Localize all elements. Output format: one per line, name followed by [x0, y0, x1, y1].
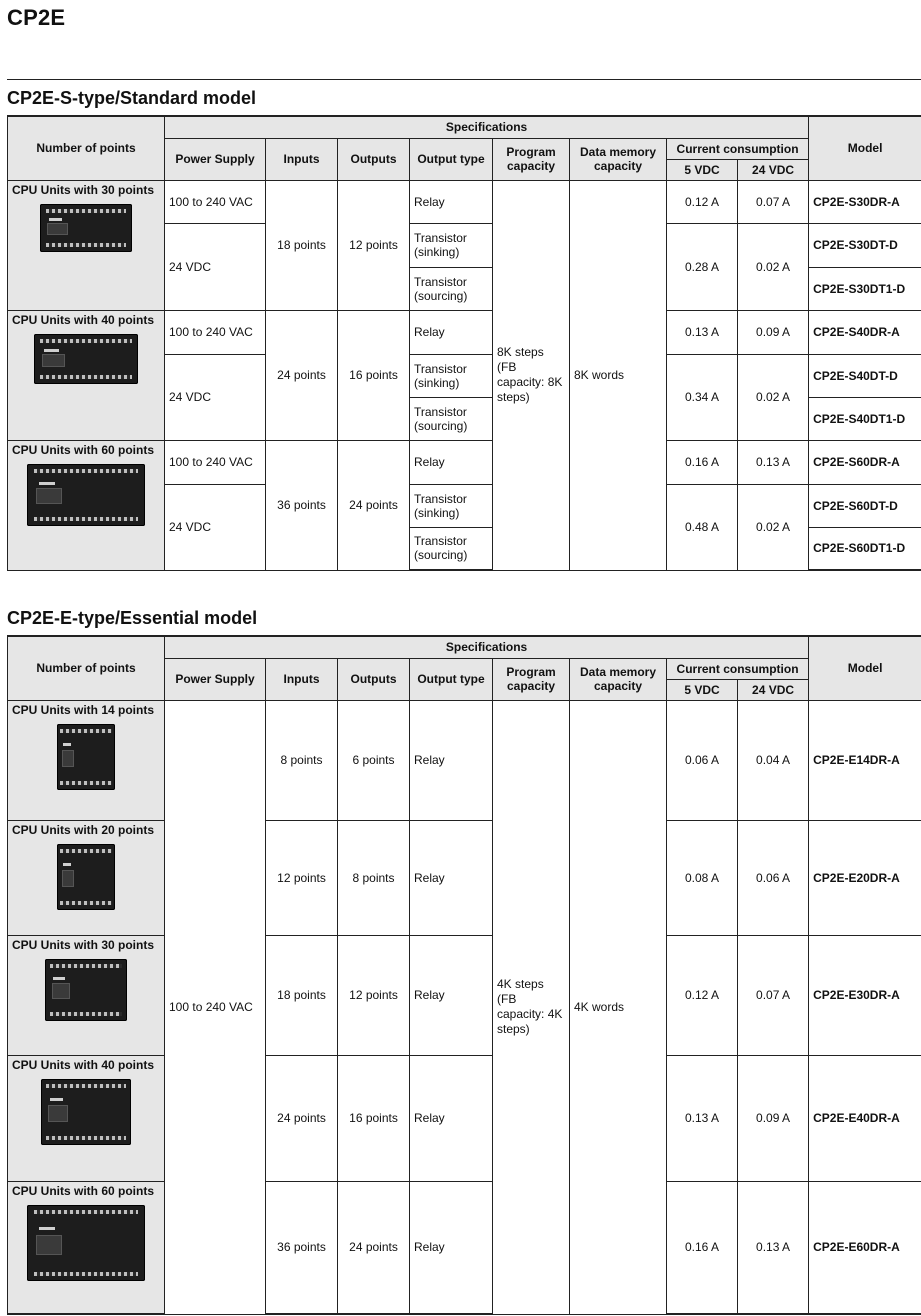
- inputs-cell: 8 points: [266, 700, 338, 820]
- plc-unit-image: [27, 464, 145, 526]
- unit-cell: [8, 440, 165, 570]
- unit-cell: [8, 1181, 165, 1314]
- model-cell: CP2E-S60DT1-D: [809, 527, 921, 570]
- current-24vdc-cell: 0.04 A: [738, 700, 809, 820]
- unit-label: CPU Units with 60 points: [12, 442, 155, 457]
- header-specifications: Specifications: [165, 636, 809, 658]
- header-inputs: Inputs: [266, 658, 338, 700]
- current-5vdc-cell: 0.48 A: [667, 484, 738, 570]
- current-24vdc-cell: 0.13 A: [738, 1181, 809, 1314]
- output-type-cell: Transistor (sourcing): [410, 267, 493, 310]
- header-current-consumption: Current consumption: [667, 138, 809, 159]
- output-type-cell: Transistor (sinking): [410, 354, 493, 397]
- power-supply-cell: 100 to 240 VAC: [165, 310, 266, 354]
- header-number-of-points: Number of points: [8, 636, 165, 700]
- model-cell: CP2E-E30DR-A: [809, 935, 921, 1055]
- output-type-cell: Relay: [410, 935, 493, 1055]
- current-5vdc-cell: 0.06 A: [667, 700, 738, 820]
- table-row: [8, 1181, 921, 1314]
- header-power-supply: Power Supply: [165, 138, 266, 180]
- current-24vdc-cell: 0.09 A: [738, 1055, 809, 1181]
- header-24vdc: 24 VDC: [738, 679, 809, 700]
- header-number-of-points: Number of points: [8, 116, 165, 180]
- output-type-cell: Relay: [410, 1181, 493, 1314]
- table-row: [8, 180, 921, 223]
- standard-spec-table: [7, 115, 921, 571]
- model-cell: CP2E-S60DR-A: [809, 440, 921, 484]
- header-24vdc: 24 VDC: [738, 159, 809, 180]
- model-cell: CP2E-S40DT-D: [809, 354, 921, 397]
- model-cell: CP2E-S40DR-A: [809, 310, 921, 354]
- table-row: [8, 310, 921, 354]
- header-power-supply: Power Supply: [165, 658, 266, 700]
- model-cell: CP2E-S40DT1-D: [809, 397, 921, 440]
- header-5vdc: 5 VDC: [667, 679, 738, 700]
- unit-cell: [8, 935, 165, 1055]
- outputs-cell: 24 points: [338, 1181, 410, 1314]
- plc-unit-image: [34, 334, 138, 384]
- essential-section-title: CP2E-E-type/Essential model: [7, 608, 258, 628]
- current-5vdc-cell: 0.16 A: [667, 1181, 738, 1314]
- header-inputs: Inputs: [266, 138, 338, 180]
- output-type-cell: Transistor (sourcing): [410, 527, 493, 570]
- model-cell: CP2E-E20DR-A: [809, 820, 921, 935]
- unit-label: CPU Units with 40 points: [12, 1057, 155, 1072]
- outputs-cell: 24 points: [338, 440, 410, 570]
- unit-cell: [8, 1055, 165, 1181]
- power-supply-cell: 100 to 240 VAC: [165, 180, 266, 223]
- inputs-cell: 18 points: [266, 935, 338, 1055]
- unit-cell: [8, 180, 165, 310]
- table-row: [8, 440, 921, 484]
- current-5vdc-cell: 0.16 A: [667, 440, 738, 484]
- header-output-type: Output type: [410, 138, 493, 180]
- header-5vdc: 5 VDC: [667, 159, 738, 180]
- current-24vdc-cell: 0.07 A: [738, 935, 809, 1055]
- data-memory-cell: 8K words: [570, 180, 667, 570]
- unit-cell: [8, 310, 165, 440]
- current-5vdc-cell: 0.13 A: [667, 1055, 738, 1181]
- current-5vdc-cell: 0.28 A: [667, 223, 738, 310]
- current-24vdc-cell: 0.06 A: [738, 820, 809, 935]
- header-data-memory-capacity: Data memory capacity: [570, 138, 667, 180]
- output-type-cell: Relay: [410, 310, 493, 354]
- power-supply-cell: 100 to 240 VAC: [165, 440, 266, 484]
- plc-unit-image: [45, 959, 127, 1021]
- output-type-cell: Relay: [410, 440, 493, 484]
- current-5vdc-cell: 0.12 A: [667, 935, 738, 1055]
- inputs-cell: 18 points: [266, 180, 338, 310]
- outputs-cell: 8 points: [338, 820, 410, 935]
- inputs-cell: 24 points: [266, 1055, 338, 1181]
- unit-cell: [8, 820, 165, 935]
- power-supply-cell: 24 VDC: [165, 484, 266, 570]
- standard-section-title: CP2E-S-type/Standard model: [7, 88, 257, 108]
- plc-unit-image: [27, 1205, 145, 1281]
- model-cell: CP2E-E60DR-A: [809, 1181, 921, 1314]
- current-24vdc-cell: 0.02 A: [738, 354, 809, 440]
- output-type-cell: Transistor (sinking): [410, 223, 493, 267]
- header-model: Model: [809, 636, 921, 700]
- unit-label: CPU Units with 30 points: [12, 182, 155, 197]
- outputs-cell: 16 points: [338, 1055, 410, 1181]
- unit-label: CPU Units with 30 points: [12, 937, 155, 952]
- current-24vdc-cell: 0.02 A: [738, 223, 809, 310]
- inputs-cell: 36 points: [266, 440, 338, 570]
- output-type-cell: Relay: [410, 180, 493, 223]
- model-cell: CP2E-E14DR-A: [809, 700, 921, 820]
- unit-label: CPU Units with 20 points: [12, 822, 155, 837]
- unit-label: CPU Units with 14 points: [12, 702, 155, 717]
- power-supply-cell: 24 VDC: [165, 223, 266, 310]
- table-row: [8, 700, 921, 820]
- output-type-cell: Relay: [410, 1055, 493, 1181]
- current-5vdc-cell: 0.08 A: [667, 820, 738, 935]
- table-row: [8, 820, 921, 935]
- output-type-cell: Relay: [410, 820, 493, 935]
- current-5vdc-cell: 0.12 A: [667, 180, 738, 223]
- current-24vdc-cell: 0.07 A: [738, 180, 809, 223]
- plc-unit-image: [57, 844, 115, 910]
- current-24vdc-cell: 0.09 A: [738, 310, 809, 354]
- inputs-cell: 12 points: [266, 820, 338, 935]
- plc-unit-image: [57, 724, 115, 790]
- unit-label: CPU Units with 60 points: [12, 1183, 155, 1198]
- page-title: CP2E: [7, 5, 66, 30]
- outputs-cell: 6 points: [338, 700, 410, 820]
- model-cell: CP2E-S60DT-D: [809, 484, 921, 527]
- header-current-consumption: Current consumption: [667, 658, 809, 679]
- current-5vdc-cell: 0.13 A: [667, 310, 738, 354]
- power-supply-cell: 24 VDC: [165, 354, 266, 440]
- plc-unit-image: [40, 204, 132, 252]
- unit-label: CPU Units with 40 points: [12, 312, 155, 327]
- output-type-cell: Relay: [410, 700, 493, 820]
- header-data-memory-capacity: Data memory capacity: [570, 658, 667, 700]
- program-capacity-cell: 4K steps (FB capacity: 4K steps): [493, 700, 570, 1314]
- outputs-cell: 12 points: [338, 180, 410, 310]
- output-type-cell: Transistor (sourcing): [410, 397, 493, 440]
- model-cell: CP2E-E40DR-A: [809, 1055, 921, 1181]
- header-outputs: Outputs: [338, 138, 410, 180]
- header-program-capacity: Program capacity: [493, 138, 570, 180]
- model-cell: CP2E-S30DT-D: [809, 223, 921, 267]
- current-24vdc-cell: 0.13 A: [738, 440, 809, 484]
- header-program-capacity: Program capacity: [493, 658, 570, 700]
- power-supply-cell: 100 to 240 VAC: [165, 700, 266, 1314]
- table-row: [8, 935, 921, 1055]
- outputs-cell: 12 points: [338, 935, 410, 1055]
- plc-unit-image: [41, 1079, 131, 1145]
- unit-cell: [8, 700, 165, 820]
- header-outputs: Outputs: [338, 658, 410, 700]
- header-output-type: Output type: [410, 658, 493, 700]
- model-cell: CP2E-S30DT1-D: [809, 267, 921, 310]
- essential-spec-table: [7, 635, 921, 1315]
- table-row: [8, 1055, 921, 1181]
- current-5vdc-cell: 0.34 A: [667, 354, 738, 440]
- title-divider: [7, 79, 921, 80]
- inputs-cell: 36 points: [266, 1181, 338, 1314]
- header-model: Model: [809, 116, 921, 180]
- header-specifications: Specifications: [165, 116, 809, 138]
- output-type-cell: Transistor (sinking): [410, 484, 493, 527]
- data-memory-cell: 4K words: [570, 700, 667, 1314]
- model-cell: CP2E-S30DR-A: [809, 180, 921, 223]
- outputs-cell: 16 points: [338, 310, 410, 440]
- current-24vdc-cell: 0.02 A: [738, 484, 809, 570]
- inputs-cell: 24 points: [266, 310, 338, 440]
- program-capacity-cell: 8K steps (FB capacity: 8K steps): [493, 180, 570, 570]
